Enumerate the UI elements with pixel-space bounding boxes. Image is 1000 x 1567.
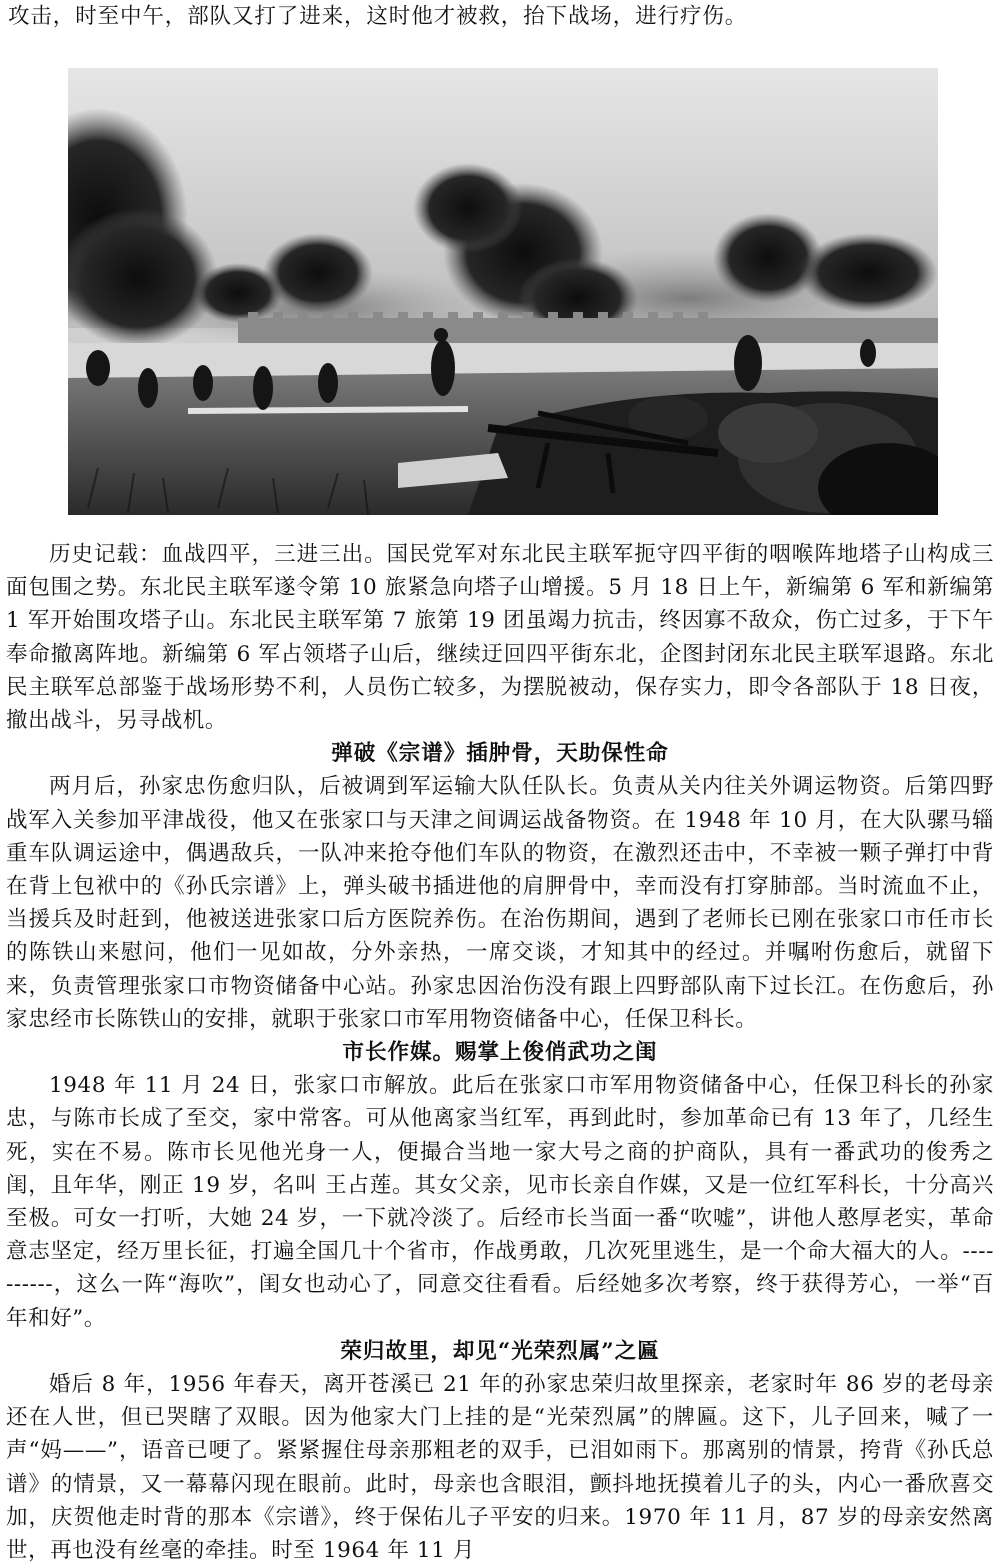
battlefield-photo-icon — [68, 68, 938, 515]
paragraph-history: 历史记载：血战四平，三进三出。国民党军对东北民主联军扼守四平街的咽喉阵地塔子山构成三面包围之势。东北民主联军遂令第 10 旅紧急向塔子山增援。5 月 18 日上午，新编第 6 军和新编第 1 军开始围攻塔子山。东北民主联军第 7 旅第 19 团虽竭力抗击，终因寡不敌众，伤亡过多，于下午奉命撤离阵地。新编第 6 军占领塔子山后，继续迂回四平街东北，企图封闭东北民主联军退路。东北民主联军总部鉴于战场形势不利，人员伤亡较多，为摆脱被动，保存实力，即令各部队于 18 日夜，撤出战斗，另寻战机。 — [6, 542, 994, 734]
battlefield-photo — [68, 68, 938, 515]
paragraph-homecoming: 婚后 8 年，1956 年春天，离开苍溪已 21 年的孙家忠荣归故里探亲，老家时年 86 岁的老母亲还在人世，但已哭瞎了双眼。因为他家大门上挂的是“光荣烈属”的牌匾。这下，儿子回来，喊了一声“妈——”，语音已哽了。紧紧握住母亲那粗老的双手，已泪如雨下。那离别的情景，挎背《孙氏总谱》的情景，又一幕幕闪现在眼前。此时，母亲也含眼泪，颤抖地抚摸着儿子的头，内心一番欣喜交加，庆贺他走时背的那本《宗谱》，终于保佑儿子平安的归来。1970 年 11 月，87 岁的母亲安然离世，再也没有丝毫的牵挂。时至 1964 年 11 月 — [6, 1372, 994, 1564]
heading-mayor-matchmaker: 市长作媒。赐掌上俊俏武功之闺 — [342, 1040, 658, 1066]
article-body — [6, 538, 994, 1567]
intro-line: 攻击，时至中午，部队又打了进来，这时他才被救，抬下战场，进行疗伤。 — [8, 4, 748, 29]
paragraph-mayor-matchmaker: 1948 年 11 月 24 日，张家口市解放。此后在张家口市军用物资储备中心，任保卫科长的孙家忠，与陈市长成了至交，家中常客。可从他离家当红军，再到此时，参加革命已有 13 年了，几经生死，实在不易。陈市长见他光身一人，便撮合当地一家大号之商的护商队，具有一番武功的俊秀之闺，且年华，刚正 19 岁，名叫 王占莲。其女父亲，见市长亲自作媒，又是一位红军科长，十分高兴至极。可女一打听，大她 24 岁，一下就冷淡了。后经市长当面一番“吹嘘”，讲他人憨厚老实，革命意志坚定，经万里长征，打遍全国几十个省市，作战勇敢，几次死里逃生，是一个命大福大的人。----------，这么一阵“海吹”，闺女也动心了，同意交往看看。后经她多次考察，终于获得芳心，一举“百年和好”。 — [6, 1073, 994, 1331]
heading-homecoming: 荣归故里，却见“光荣烈属”之匾 — [340, 1338, 660, 1364]
paragraph-bullet-genealogy: 两月后，孙家忠伤愈归队，后被调到军运输大队任队长。负责从关内往关外调运物资。后第四野战军入关参加平津战役，他又在张家口与天津之间调运战备物资。在 1948 年 10 月，在大队骡马辎重车队调运途中，偶遇敌兵，一队冲来抢夺他们车队的物资，在激烈还击中，不幸被一颗子弹打中背在背上包袱中的《孙氏宗谱》上，弹头破书插进他的肩胛骨中，幸而没有打穿肺部。当时流血不止，当援兵及时赶到，他被送进张家口后方医院养伤。在治伤期间，遇到了老师长已刚在张家口市任市长的陈铁山来慰问，他们一见如故，分外亲热，一席交谈，才知其中的经过。并嘱咐伤愈后，就留下来，负责管理张家口市物资储备中心站。孙家忠因治伤没有跟上四野部队南下过长江。在伤愈后，孙家忠经市长陈铁山的安排，就职于张家口市军用物资储备中心，任保卫科长。 — [6, 774, 994, 1032]
heading-bullet-genealogy: 弹破《宗谱》插肿骨，天助保性命 — [331, 741, 669, 767]
